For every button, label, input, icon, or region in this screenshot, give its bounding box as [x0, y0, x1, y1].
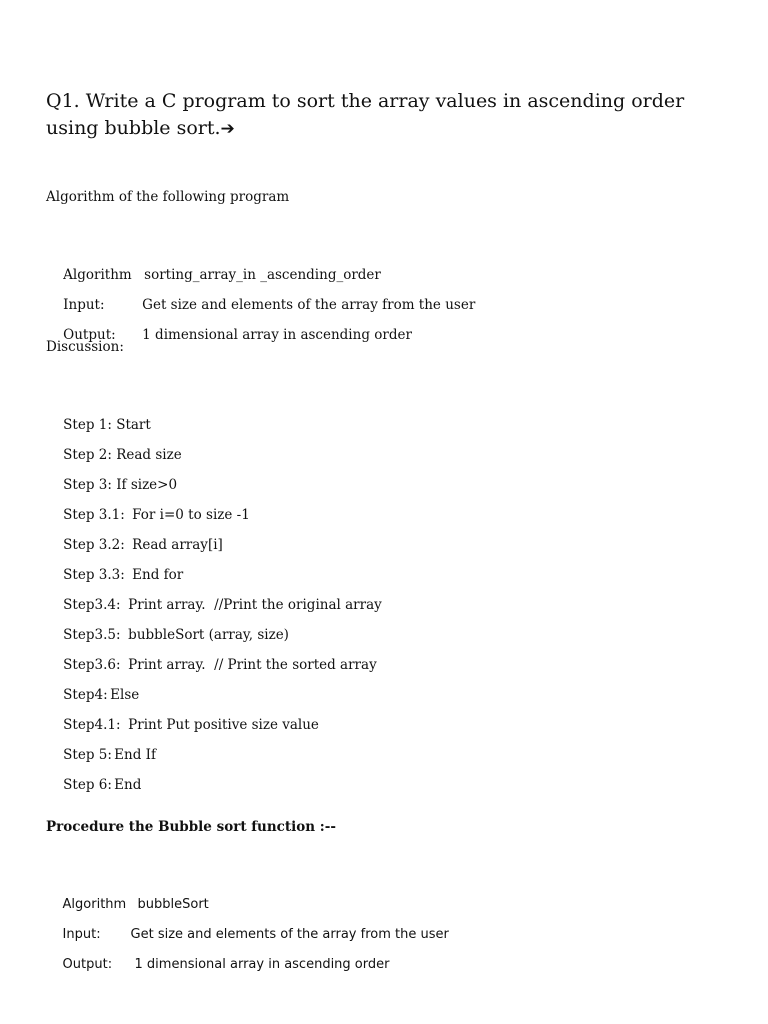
algorithm-label: Algorithm — [63, 267, 132, 283]
step-label: Step3.5: — [63, 627, 121, 643]
step-label: Step3.6: — [63, 657, 121, 673]
step-label: Step 2: — [63, 447, 112, 463]
intro-text: Algorithm of the following program — [46, 189, 290, 205]
step-label: Step 5: — [63, 747, 112, 763]
step-text: Print array. //Print the original array — [128, 597, 382, 613]
input-label: Input: — [62, 927, 101, 942]
step-text: Start — [116, 417, 151, 433]
step-label: Step 1: — [63, 417, 112, 433]
input-description: Get size and elements of the array from the user — [142, 297, 476, 313]
step-text: Print array. // Print the sorted array — [128, 657, 377, 673]
input-description: Get size and elements of the array from the user — [130, 927, 449, 942]
step-row — [46, 758, 141, 812]
step-text: Read size — [116, 447, 182, 463]
input-label: Input: — [63, 297, 105, 313]
step-text: If size>0 — [116, 477, 178, 493]
question-text: Q1. Write a C program to sort the array values in ascending order using bubble sort. — [46, 90, 685, 139]
step-text: End — [114, 777, 142, 793]
step-label: Step 3.3: — [63, 567, 125, 583]
step-label: Step 3: — [63, 477, 112, 493]
step-text: bubbleSort (array, size) — [128, 627, 289, 643]
arrow-icon: ➔ — [220, 119, 235, 139]
step-text: End If — [114, 747, 156, 763]
step-label: Step 3.1: — [63, 507, 125, 523]
step-label: Step 6: — [63, 777, 112, 793]
step-text: Print Put positive size value — [128, 717, 319, 733]
algorithm-name: bubbleSort — [137, 897, 209, 912]
step-text: End for — [132, 567, 184, 583]
discussion-label: Discussion: — [46, 339, 124, 355]
bubblesort-output-row — [46, 938, 389, 992]
step-label: Step 3.2: — [63, 537, 125, 553]
output-description: 1 dimensional array in ascending order — [134, 957, 390, 972]
output-description: 1 dimensional array in ascending order — [142, 327, 412, 343]
step-label: Step4: — [63, 687, 108, 703]
procedure-heading: Procedure the Bubble sort function :-- — [46, 819, 336, 835]
step-label: Step3.4: — [63, 597, 121, 613]
step-text: Else — [110, 687, 140, 703]
output-label: Output: — [62, 957, 113, 972]
step-text: Read array[i] — [132, 537, 223, 553]
algorithm-label: Algorithm — [62, 897, 127, 912]
step-text: For i=0 to size -1 — [132, 507, 250, 523]
question-title — [46, 88, 726, 143]
algorithm-name: sorting_array_in _ascending_order — [144, 267, 381, 283]
output-label: Output: — [63, 327, 116, 343]
step-label: Step4.1: — [63, 717, 121, 733]
